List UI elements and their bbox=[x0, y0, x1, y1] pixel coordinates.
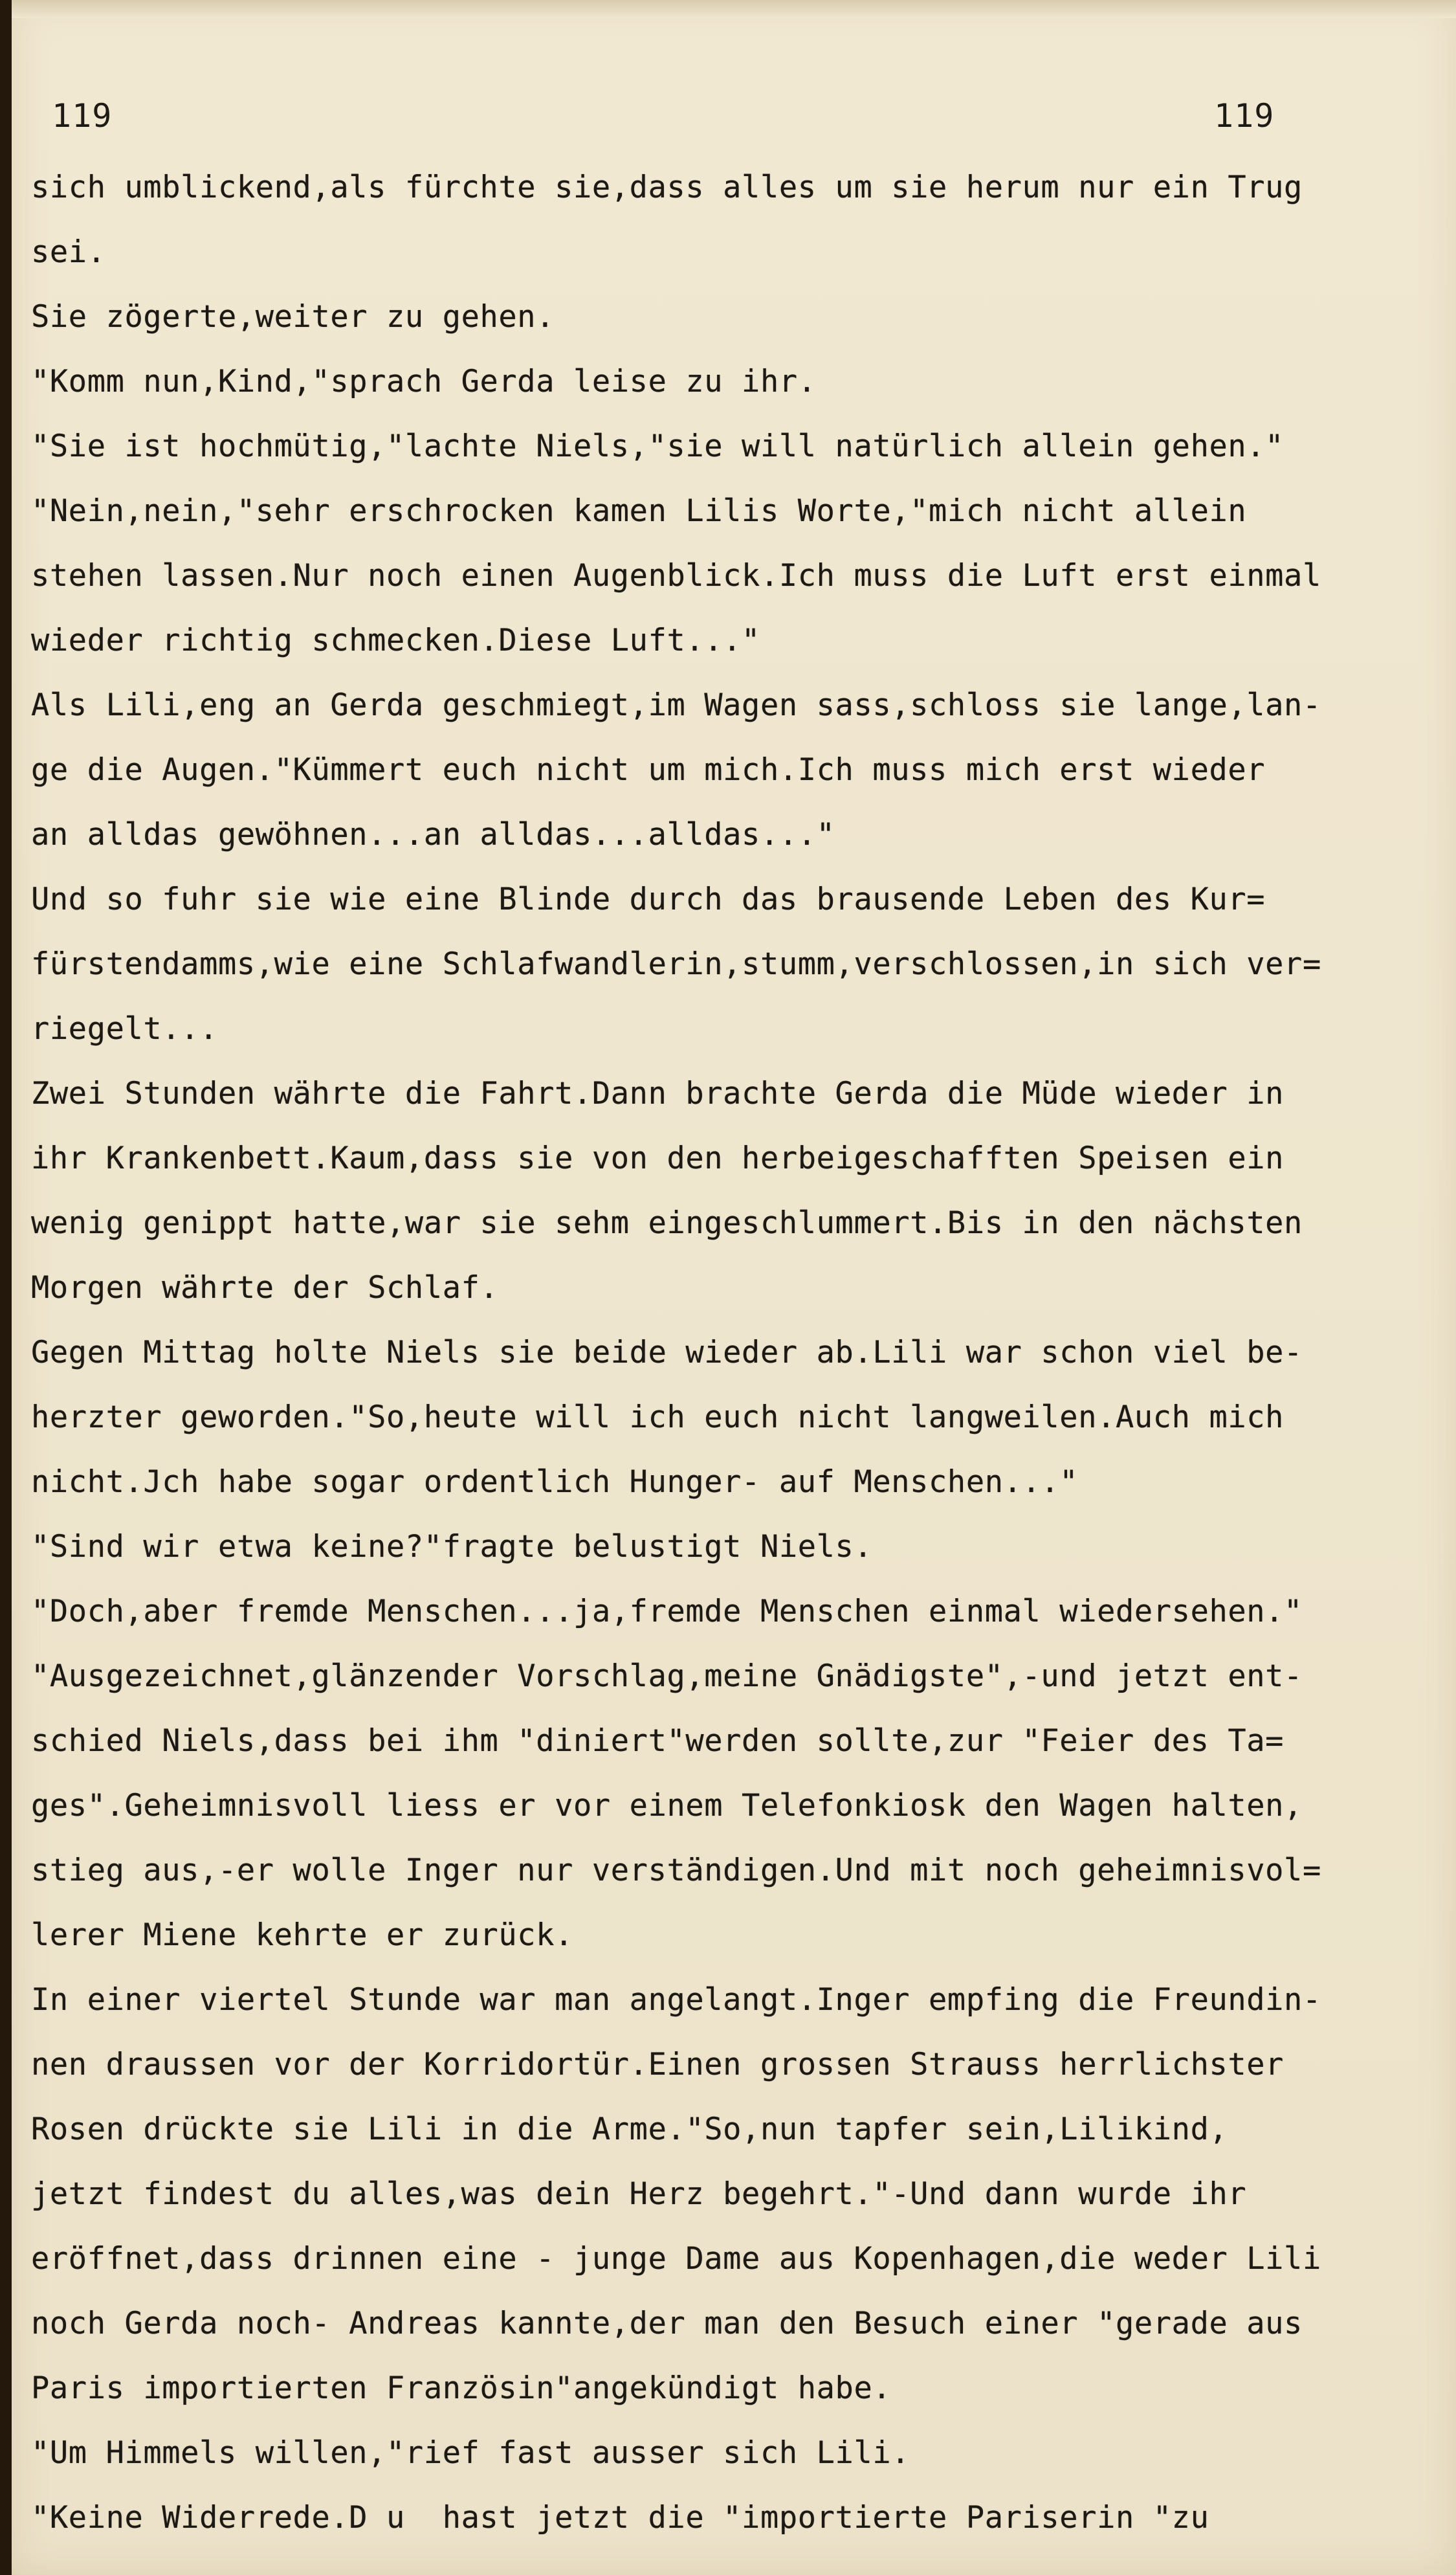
text-line: jetzt findest du alles,was dein Herz begehrt."-Und dann wurde ihr bbox=[31, 2176, 1247, 2212]
text-line: Und so fuhr sie wie eine Blinde durch das brausende Leben des Kur= bbox=[31, 882, 1266, 917]
text-line: ihr Krankenbett.Kaum,dass sie von den herbeigeschafften Speisen ein bbox=[31, 1141, 1285, 1176]
text-line: herzter geworden."So,heute will ich euch nicht langweilen.Auch mich bbox=[31, 1399, 1285, 1435]
text-line: "Sie ist hochmütig,"lachte Niels,"sie will natürlich allein gehen." bbox=[31, 429, 1285, 464]
text-line: ge die Augen."Kümmert euch nicht um mich.Ich muss mich erst wieder bbox=[31, 752, 1266, 788]
text-line: "Doch,aber fremde Menschen...ja,fremde Menschen einmal wiedersehen." bbox=[31, 1594, 1303, 1629]
text-line: nicht.Jch habe sogar ordentlich Hunger- auf Menschen..." bbox=[31, 1464, 1079, 1500]
text-line: "Ausgezeichnet,glänzender Vorschlag,meine Gnädigste",-und jetzt ent- bbox=[31, 1658, 1303, 1694]
text-line: Zwei Stunden währte die Fahrt.Dann brachte Gerda die Müde wieder in bbox=[31, 1076, 1285, 1111]
text-line: wenig genippt hatte,war sie sehm eingeschlummert.Bis in den nächsten bbox=[31, 1205, 1303, 1241]
text-line: ges".Geheimnisvoll liess er vor einem Telefonkiosk den Wagen halten, bbox=[31, 1788, 1303, 1823]
text-line: Rosen drückte sie Lili in die Arme."So,nun tapfer sein,Lilikind, bbox=[31, 2112, 1228, 2147]
text-line: lerer Miene kehrte er zurück. bbox=[31, 1917, 573, 1953]
text-line: stehen lassen.Nur noch einen Augenblick.Ich muss die Luft erst einmal bbox=[31, 558, 1321, 594]
text-line: noch Gerda noch- Andreas kannte,der man den Besuch einer "gerade aus bbox=[31, 2306, 1303, 2341]
text-line: In einer viertel Stunde war man angelangt.Inger empfing die Freundin- bbox=[31, 1982, 1321, 2018]
text-line: Gegen Mittag holte Niels sie beide wieder ab.Lili war schon viel be- bbox=[31, 1335, 1303, 1370]
text-line: fürstendamms,wie eine Schlafwandlerin,stumm,verschlossen,in sich ver= bbox=[31, 946, 1321, 982]
text-line: "Sind wir etwa keine?"fragte belustigt Niels. bbox=[31, 1529, 873, 1565]
text-line: "Nein,nein,"sehr erschrocken kamen Lilis Worte,"mich nicht allein bbox=[31, 493, 1247, 529]
typewritten-page bbox=[12, 0, 1456, 2575]
scan-border bbox=[0, 0, 12, 2575]
text-line: an alldas gewöhnen...an alldas...alldas..." bbox=[31, 817, 835, 853]
text-line: "Um Himmels willen,"rief fast ausser sich Lili. bbox=[31, 2435, 910, 2471]
text-line: riegelt... bbox=[31, 1011, 218, 1047]
page-number-right: 119 bbox=[1214, 97, 1275, 135]
text-line: "Keine Widerrede.D u hast jetzt die "importierte Pariserin "zu bbox=[31, 2500, 1209, 2536]
text-line: stieg aus,-er wolle Inger nur verständigen.Und mit noch geheimnisvol= bbox=[31, 1853, 1321, 1888]
text-line: sei. bbox=[31, 234, 106, 270]
text-line: Paris importierten Französin"angekündigt habe. bbox=[31, 2370, 892, 2406]
text-line: eröffnet,dass drinnen eine - junge Dame aus Kopenhagen,die weder Lili bbox=[31, 2241, 1321, 2277]
text-line: nen draussen vor der Korridortür.Einen grossen Strauss herrlichster bbox=[31, 2047, 1285, 2082]
body-text bbox=[12, 0, 1456, 2575]
text-line: Als Lili,eng an Gerda geschmiegt,im Wagen sass,schloss sie lange,lan- bbox=[31, 687, 1321, 723]
page-number-left: 119 bbox=[52, 97, 113, 135]
text-line: "Komm nun,Kind,"sprach Gerda leise zu ihr. bbox=[31, 364, 817, 399]
text-line: sich umblickend,als fürchte sie,dass alles um sie herum nur ein Trug bbox=[31, 170, 1303, 205]
text-line: Sie zögerte,weiter zu gehen. bbox=[31, 299, 555, 335]
text-line: schied Niels,dass bei ihm "diniert"werden sollte,zur "Feier des Ta= bbox=[31, 1723, 1285, 1759]
text-line: wieder richtig schmecken.Diese Luft..." bbox=[31, 623, 760, 658]
text-line: Morgen währte der Schlaf. bbox=[31, 1270, 499, 1306]
